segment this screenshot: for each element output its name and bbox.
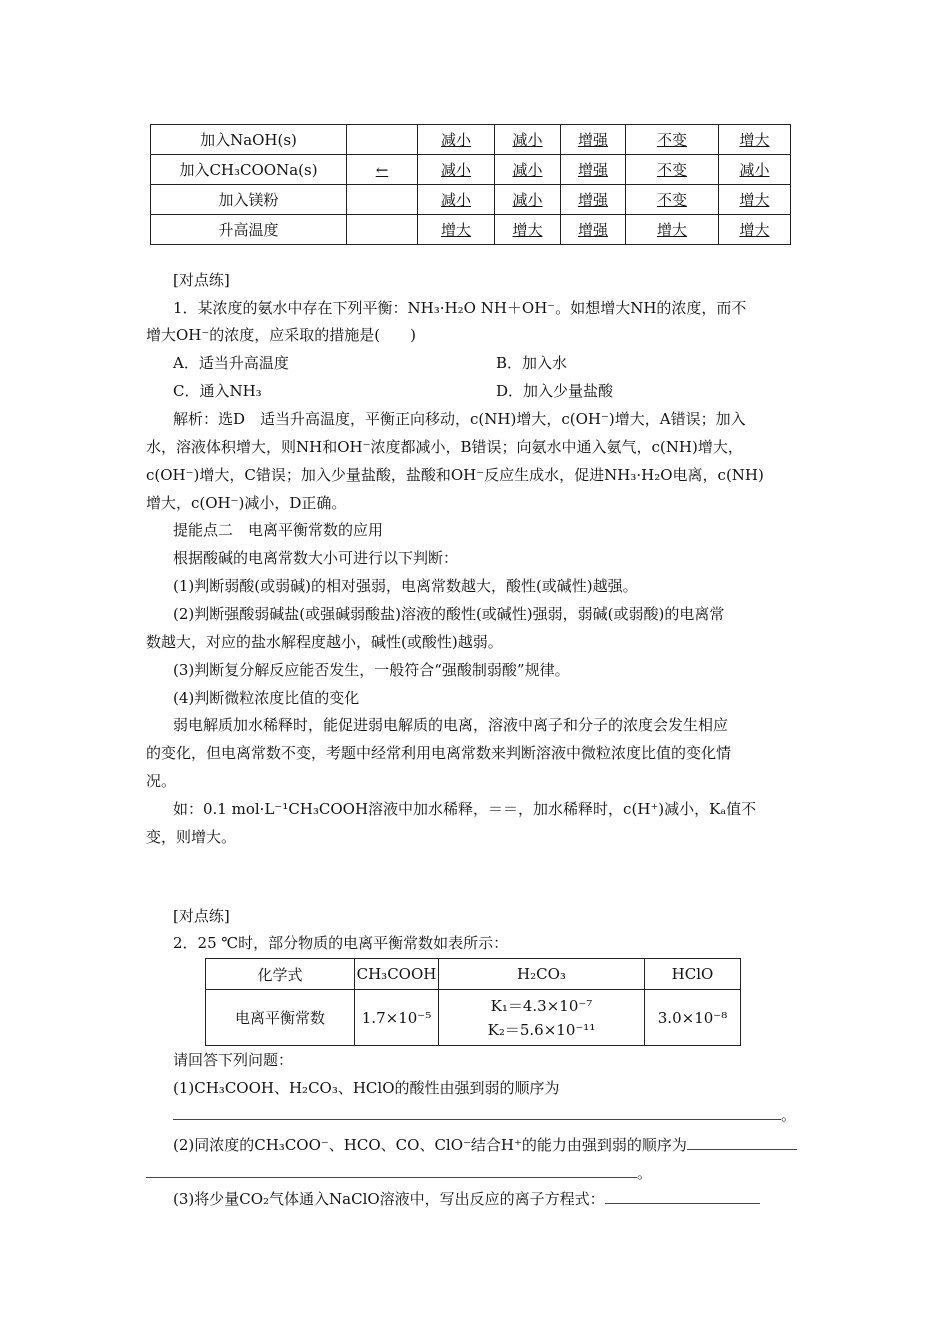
answer-blank[interactable] xyxy=(687,1133,797,1150)
header-cell: H₂CO₃ xyxy=(439,959,645,990)
cell: 增大 xyxy=(626,215,719,245)
cell: 增强 xyxy=(561,125,626,155)
value-cell xyxy=(439,990,645,1046)
sub-question: (2)同浓度的CH₃COO⁻、HCO、CO、ClO⁻结合H⁺的能力由强到弱的顺序为 xyxy=(173,1136,687,1154)
option-a: A．适当升高温度 xyxy=(173,354,289,372)
answer-text: 解析：选D 适当升高温度，平衡正向移动，c(NH)增大，c(OH⁻)增大，A错误；加入 xyxy=(173,410,746,428)
example-text: 如：0.1 mol·L⁻¹CH₃COOH溶液中加水稀释，＝＝，加水稀释时，c(H⁺)减小，Kₐ值不 xyxy=(173,800,757,818)
arrow-cell xyxy=(347,185,418,215)
paragraph: 数越大，对应的盐水解程度越小，碱性(或酸性)越弱。 xyxy=(146,633,503,651)
cell: 不变 xyxy=(626,155,719,185)
answer-blank[interactable] xyxy=(146,1161,637,1178)
section-title: 提能点二 电离平衡常数的应用 xyxy=(173,521,384,539)
arrow-cell: ← xyxy=(347,155,418,185)
paragraph: (3)判断复分解反应能否发生，一般符合“强酸制弱酸”规律。 xyxy=(173,661,570,679)
cell: 增大 xyxy=(719,125,791,155)
cell: 增大 xyxy=(495,215,561,245)
question-text: 1．某浓度的氨水中存在下列平衡：NH₃·H₂O NH＋OH⁻。如想增大NH的浓度，而不 xyxy=(173,299,747,317)
answer-line xyxy=(146,1161,652,1185)
sub-question-line xyxy=(173,1187,760,1211)
row-label: 加入镁粉 xyxy=(151,185,347,215)
cell: 增大 xyxy=(418,215,495,245)
arrow-cell xyxy=(347,125,418,155)
sub-question-line xyxy=(173,1133,797,1157)
cell: 增大 xyxy=(719,215,791,245)
sub-question: (3)将少量CO₂气体通入NaClO溶液中，写出反应的离子方程式： xyxy=(173,1190,605,1208)
cell: 增大 xyxy=(719,185,791,215)
period: 。 xyxy=(781,1106,797,1124)
value-cell: 3.0×10⁻⁸ xyxy=(645,990,741,1046)
question-text: 增大OH⁻的浓度，应采取的措施是( ) xyxy=(146,326,417,344)
option-b: B．加入水 xyxy=(496,354,568,372)
period: 。 xyxy=(637,1164,653,1182)
arrow-cell xyxy=(347,215,418,245)
table-row xyxy=(206,990,741,1046)
paragraph: (2)判断强酸弱碱盐(或强碱弱酸盐)溶液的酸性(或碱性)强弱，弱碱(或弱酸)的电离常 xyxy=(173,605,725,623)
table-row xyxy=(206,959,741,990)
cell: 减小 xyxy=(418,155,495,185)
paragraph: 弱电解质加水稀释时，能促进弱电解质的电离，溶液中离子和分子的浓度会发生相应 xyxy=(173,716,729,734)
answer-line xyxy=(173,1103,796,1127)
cell: 增强 xyxy=(561,215,626,245)
k2-value: K₂＝5.6×10⁻¹¹ xyxy=(487,1020,596,1039)
answer-blank[interactable] xyxy=(173,1103,781,1120)
paragraph: (1)判断弱酸(或弱碱)的相对强弱，电离常数越大，酸性(或碱性)越强。 xyxy=(173,577,638,595)
cell: 减小 xyxy=(418,125,495,155)
answer-text: 水，溶液体积增大，则NH和OH⁻浓度都减小，B错误；向氨水中通入氨气，c(NH)增大， xyxy=(146,438,743,456)
table-row xyxy=(151,215,791,245)
answer-blank[interactable] xyxy=(605,1187,760,1204)
paragraph: 况。 xyxy=(146,772,177,790)
header-cell: HClO xyxy=(645,959,741,990)
value-cell: 1.7×10⁻⁵ xyxy=(355,990,439,1046)
paragraph: 根据酸碱的电离常数大小可进行以下判断： xyxy=(173,549,459,567)
answer-text: 增大，c(OH⁻)减小，D正确。 xyxy=(146,494,347,512)
option-c: C．通入NH₃ xyxy=(173,382,262,400)
table-row xyxy=(151,125,791,155)
effects-table xyxy=(150,124,791,245)
cell: 不变 xyxy=(626,185,719,215)
question-text: 2．25 ℃时，部分物质的电离平衡常数如表所示： xyxy=(173,934,509,952)
header-cell: CH₃COOH xyxy=(355,959,439,990)
row-label: 加入CH₃COONa(s) xyxy=(151,155,347,185)
answer-text: c(OH⁻)增大，C错误；加入少量盐酸，盐酸和OH⁻反应生成水，促进NH₃·H₂O电离，c(NH) xyxy=(146,466,764,484)
constants-table xyxy=(205,958,741,1046)
cell: 减小 xyxy=(495,185,561,215)
cell: 减小 xyxy=(495,125,561,155)
paragraph: 的变化，但电离常数不变，考题中经常利用电离常数来判断溶液中微粒浓度比值的变化情 xyxy=(146,744,732,762)
row-label: 电离平衡常数 xyxy=(206,990,355,1046)
example-text: 变，则增大。 xyxy=(146,828,237,846)
cell: 不变 xyxy=(626,125,719,155)
cell: 减小 xyxy=(495,155,561,185)
paragraph: 请回答下列问题： xyxy=(173,1051,294,1069)
practice-heading: [对点练] xyxy=(173,907,230,925)
practice-heading: [对点练] xyxy=(173,271,230,289)
table-row xyxy=(151,155,791,185)
paragraph: (4)判断微粒浓度比值的变化 xyxy=(173,689,360,707)
cell: 减小 xyxy=(418,185,495,215)
cell: 增强 xyxy=(561,155,626,185)
k1-value: K₁＝4.3×10⁻⁷ xyxy=(490,996,593,1015)
cell: 增强 xyxy=(561,185,626,215)
sub-question: (1)CH₃COOH、H₂CO₃、HClO的酸性由强到弱的顺序为 xyxy=(173,1079,560,1097)
cell: 减小 xyxy=(719,155,791,185)
header-cell: 化学式 xyxy=(206,959,355,990)
row-label: 升高温度 xyxy=(151,215,347,245)
table-row xyxy=(151,185,791,215)
row-label: 加入NaOH(s) xyxy=(151,125,347,155)
option-d: D．加入少量盐酸 xyxy=(496,382,614,400)
